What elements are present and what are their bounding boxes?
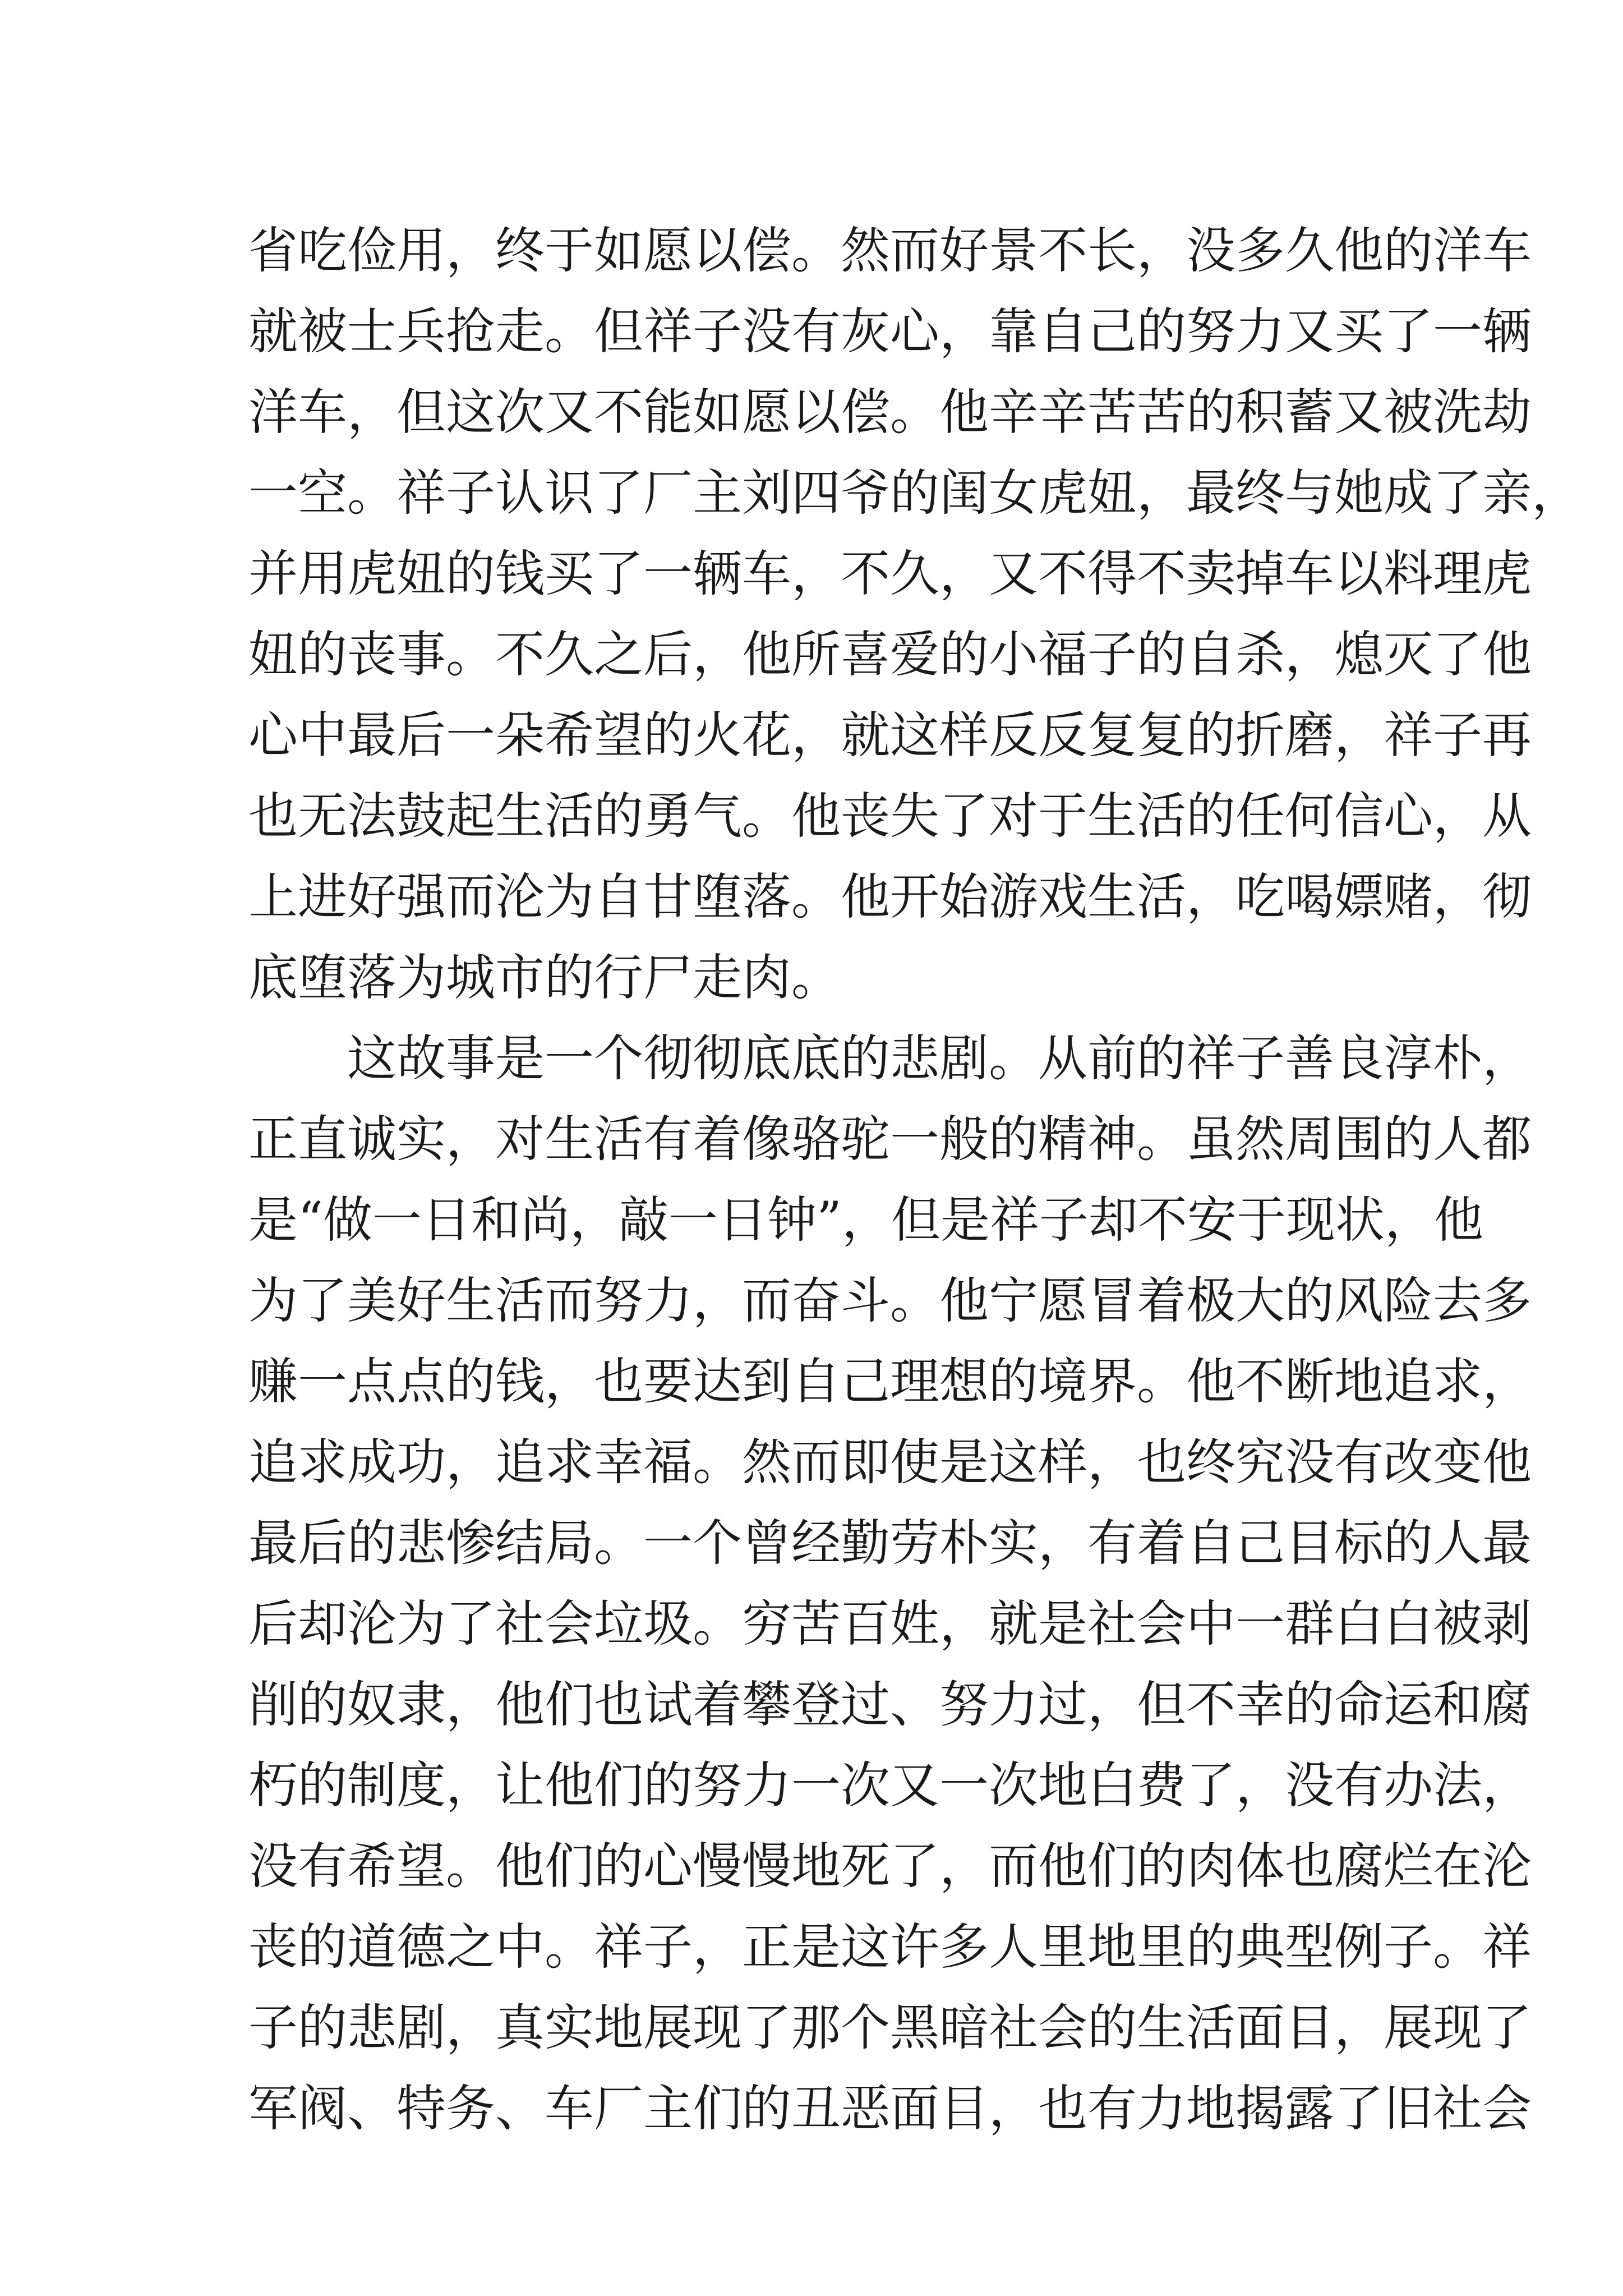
text-line: 后却沦为了社会垃圾。穷苦百姓，就是社会中一群白白被剥 bbox=[248, 1595, 1532, 1653]
text-line: 省吃俭用，终于如愿以偿。然而好景不长，没多久他的洋车 bbox=[248, 222, 1532, 279]
text-line: 赚一点点的钱，也要达到自己理想的境界。他不断地追求， bbox=[248, 1352, 1532, 1410]
text-line: 没有希望。他们的心慢慢地死了，而他们的肉体也腐烂在沦 bbox=[248, 1837, 1532, 1895]
text-line: 子的悲剧，真实地展现了那个黑暗社会的生活面目，展现了 bbox=[248, 1999, 1532, 2056]
text-line: 一空。祥子认识了厂主刘四爷的闺女虎妞，最终与她成了亲， bbox=[248, 464, 1581, 522]
body-text bbox=[248, 210, 1581, 2149]
text-line: 丧的道德之中。祥子，正是这许多人里地里的典型例子。祥 bbox=[248, 1918, 1532, 1976]
paragraph-2 bbox=[248, 1018, 1532, 2149]
text-line: 心中最后一朵希望的火花，就这样反反复复的折磨，祥子再 bbox=[248, 706, 1532, 764]
text-line: 就被士兵抢走。但祥子没有灰心，靠自己的努力又买了一辆 bbox=[248, 302, 1532, 360]
text-line: 妞的丧事。不久之后，他所喜爱的小福子的自杀，熄灭了他 bbox=[248, 625, 1532, 683]
text-line: 这故事是一个彻彻底底的悲剧。从前的祥子善良淳朴， bbox=[347, 1029, 1532, 1087]
text-line: 是“做一日和尚，敲一日钟”，但是祥子却不安于现状，他 bbox=[248, 1191, 1483, 1249]
text-line: 底堕落为城市的行尸走肉。 bbox=[248, 949, 841, 1006]
text-line: 军阀、特务、车厂主们的丑恶面目，也有力地揭露了旧社会 bbox=[248, 2079, 1532, 2137]
text-line: 朽的制度，让他们的努力一次又一次地白费了，没有办法， bbox=[248, 1756, 1532, 1814]
text-line: 上进好强而沦为自甘堕落。他开始游戏生活，吃喝嫖赌，彻 bbox=[248, 868, 1532, 926]
text-line: 正直诚实，对生活有着像骆驼一般的精神。虽然周围的人都 bbox=[248, 1110, 1532, 1168]
paragraph-1 bbox=[248, 210, 1581, 1018]
text-line: 削的奴隶，他们也试着攀登过、努力过，但不幸的命运和腐 bbox=[248, 1676, 1532, 1733]
text-line: 最后的悲惨结局。一个曾经勤劳朴实，有着自己目标的人最 bbox=[248, 1514, 1532, 1572]
text-line: 也无法鼓起生活的勇气。他丧失了对于生活的任何信心，从 bbox=[248, 787, 1532, 845]
text-line: 并用虎妞的钱买了一辆车，不久，又不得不卖掉车以料理虎 bbox=[248, 545, 1532, 602]
text-line: 为了美好生活而努力，而奋斗。他宁愿冒着极大的风险去多 bbox=[248, 1272, 1532, 1329]
text-line: 追求成功，追求幸福。然而即使是这样，也终究没有改变他 bbox=[248, 1433, 1532, 1491]
text-line: 洋车，但这次又不能如愿以偿。他辛辛苦苦的积蓄又被洗劫 bbox=[248, 383, 1532, 441]
